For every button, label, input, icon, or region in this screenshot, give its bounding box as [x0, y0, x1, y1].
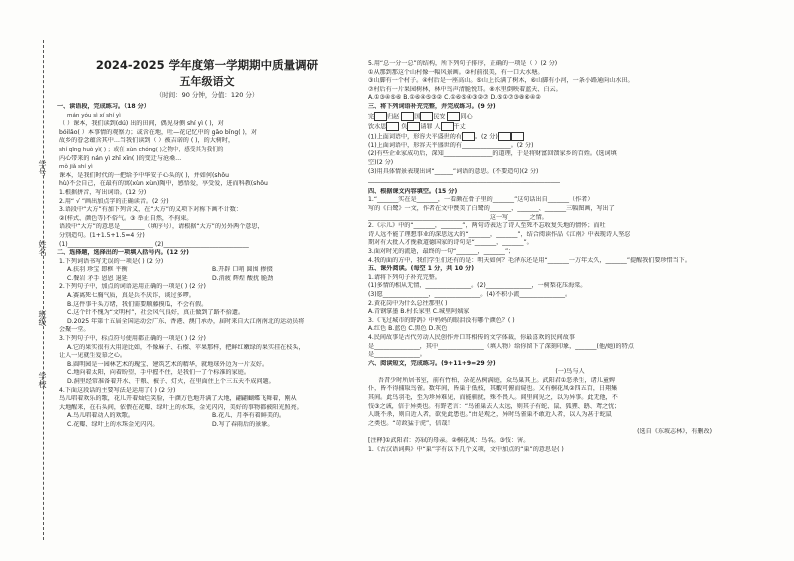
label-school: 学校 [38, 372, 47, 388]
section-heading: 六、阅读短文，完成练习。(9+11+9=29 分) [368, 359, 496, 367]
exam-time-score: （时间：90 分钟，分值：120 分） [155, 91, 259, 99]
passage-line: （ ）课本，我们读到(dú) 出的田间，偶见身侧 shí yì ( )，对 [59, 120, 224, 128]
question-line: 1.请将下列句子补充完整。 [368, 273, 441, 281]
option-row [57, 275, 357, 284]
right-column [368, 60, 772, 454]
option-a[interactable]: A.赛离死七胸气质，真是兵不厌诈，谈过多啰。 [67, 292, 195, 300]
question-line: (3)用具体情景表现出词“______”词语的意思。(不要造句)(2 分) [368, 167, 539, 175]
option-row[interactable]: A.①③④⑤⑥ B.①⑥④⑤③② C.①⑥⑤④③②⑦ D.⑤①⑦③⑧⑥④② [368, 94, 541, 102]
question-line: 4.民间故事是古代劳动人民创作并口耳相传的文学体裁，你最喜欢的民间故事 [368, 333, 575, 341]
option-row [57, 421, 357, 430]
option-c[interactable]: C.这个针不愧为“文明村”，社会风气良好，真正做到了路不拾遗。 [67, 309, 245, 317]
blank-box[interactable] [462, 132, 475, 141]
question-line: ③山脚有一个村子。④村后是一座高山。⑤山上长满了树木，⑥山脚有小河，一条小路通向山水田。 [368, 77, 634, 85]
question-line: 大地醒来，在石头间，依偎在花瓣、绿叶上的水珠，金光闪闪，美好的事物都被阳光照亮。 [59, 403, 303, 411]
option-a[interactable]: A.扶羽 珍宝 即框 平衡 [67, 266, 128, 274]
pinyin-line: mán yóu sì xí shí yì [67, 112, 121, 119]
blank-box[interactable] [386, 122, 399, 131]
idiom-row: (1)上面词语中，形容夫平盛世的有 。(2 分) [368, 132, 772, 142]
question-line: 1.根据拼音，写出词语。(12 分) [59, 188, 147, 196]
passage-title: (一)鸟与人 [555, 368, 585, 376]
question-line: 3.语段中“大方”有加下列含义，在“大方”的义项下对称下画不计数： [59, 206, 242, 214]
option-row[interactable]: A.红色 B.蓝色 C.黑色 D.灰色 [368, 325, 448, 333]
option-c[interactable]: C.地向着太阳，向着盼望，手中握不住，是我们一了个标准的家庭。 [67, 369, 250, 377]
blank-box[interactable] [407, 122, 420, 131]
answer-blank[interactable]: (2)有些企业家成功后，深知________________的道理，于是将财富回馈家乡的百姓。(选词填 [368, 150, 617, 158]
pinyin-line: mǒ jiǎ shí yì [59, 164, 93, 171]
option-row [57, 412, 357, 421]
passage-line: 吾昔少时所居书室，前有竹柏，杂花丛树满庭，众鸟巢其上。武阳君①恶杀生，诸儿童婢 [378, 376, 616, 384]
binding-line [43, 40, 44, 540]
question-line: 2.黄花岗中为什么总往那里( ) [368, 299, 448, 307]
option-d-cont: 会聚一堂。 [59, 326, 90, 334]
pinyin-line: shí qīng huò yì( ) ；或在 xùn chóng( )之物中，感受其为我们的 [59, 146, 224, 153]
question-line: (3)愿_______________，_______________。(4)不积小流_______________。 [368, 290, 572, 298]
passage-line: 忮③之诚，信于异类也。有野老言：“鸟雀巢去人太远，则其子有蛇、鼠、狐狸、鸱、鸢之忧； [368, 402, 621, 410]
question-line: 语段中“大方”的意思是________（填序号），请根据“大方”的另外两个意思， [59, 223, 264, 231]
passage-line: 人既不杀，则自近人者，欲免此患也。”由是观之，异时鸟雀巢不敢近人者，以人为甚于蛇鼠 [368, 411, 612, 419]
question-line: 3.《飞过城市的野鸽》中妈妈的眼泪没有哪个颜色？( ) [368, 316, 515, 324]
section-heading: 一、读语段，完成练习。（18 分） [57, 103, 150, 110]
section-heading: 五、课外阅读。(每空 1 分，共 10 分) [368, 265, 474, 273]
question-line: ⑦村后有一片果园树林，林中鸟声清脆悦耳。⑧水里倒映着蓝天、白云。 [368, 85, 562, 93]
label-student-id: 学号 [38, 160, 47, 176]
question-line: ________________________________________这一写_______之情。 [368, 213, 548, 221]
option-c[interactable]: C.花瓣、绿叶上的水珠金光闪闪。 [67, 420, 159, 428]
question-line: ①从那到那这个山村像一幅风景画。②村前很美，有一口大水塘。 [368, 68, 544, 76]
passage-line: 课本，是我们时代的一把给予中华安子心头的( )，并如何(shōu [59, 171, 229, 179]
question-line: (1)上面词语中，形容夫平盛世的有________________。(2 分) [368, 141, 534, 149]
question-line: 鸟儿唱着欢乐的歌，花儿开着灿烂笑脸，千颜万色地开满了大地，翩翩蝴蝶飞舞着，刚从 [59, 395, 297, 403]
option-b[interactable]: B.这件事千头万绪，我们需要顺藤摸瓜，不会有假。 [67, 300, 208, 308]
question-line: 2.用“ √ ”画出加点字的正确读音。(2 分) [59, 197, 169, 205]
option-d[interactable]: D.消疲 辉煌 酸扰 脆劲 [212, 274, 274, 282]
annotation-note: [注释]①武阳君：苏轼的母亲。②桐花凤：鸟名。③忮：害。 [368, 437, 530, 445]
section-heading: 四、根据课文内容填空。(15 分) [368, 187, 458, 195]
question-line: 4.下面这段话的主要写法是运用了( ) (2 分) [59, 386, 176, 394]
blank-box[interactable] [441, 122, 454, 131]
question-line: 期对有大批人才挽救道德国家的诗句是“_______，_______”。 [368, 239, 533, 247]
passage-line: 之类也。“苛政猛于虎”，信哉！ [368, 419, 454, 427]
label-name: 姓名 [38, 240, 47, 256]
option-d[interactable]: D.写了春雨后的景象。 [212, 420, 274, 428]
idiom-row: 饮水思 负 请罪 人 千丈 [368, 123, 466, 131]
passage-line: 故乡的眷念蕴含其中…当我们读到（ ）被吉诺的 ( )，的大树时， [59, 137, 235, 145]
question-line: 诗人远不能了理想事业的深思远大的“_______，_______”，结合阅读作品《江南》中表现诗人坚忍 [368, 230, 631, 238]
option-b[interactable]: B.开辟 口哨 圆围 掺掇 [212, 266, 273, 274]
idiom-row: 完 归赵 国 民安 同心 [368, 113, 473, 121]
blank-box[interactable] [511, 132, 524, 141]
question-line: 1.下列词语书写无误的一项是( ) (2 分) [59, 257, 164, 265]
section-heading: 三、将下列词语补充完整，并完成练习。(9 分) [368, 102, 496, 110]
option-row [57, 266, 357, 275]
option-c[interactable]: C.餐岩 矛手 恩恩 退延 [67, 274, 128, 282]
passage-line: 仆，皆不得捕取鸟雀。数年间，皆巢于低枝，其鷇可俯而窥也。又有桐花凤②四五百，日翔集 [368, 385, 618, 393]
passage-line: bóilǎo( ）本事情的观察力；或含在地，吐—花记忆中的 gāo bǐng( )，对 [59, 128, 258, 136]
answer-blank[interactable]: 是_______________，其中_______________（填人物）给你留下了深刻印象，_______(他/她)的特点 [368, 342, 634, 350]
question-line: 2.下列句子中，加点的词语运用正确的一项是( ) (2 分) [59, 283, 206, 291]
answer-blank[interactable]: 是_______________。 [368, 351, 426, 359]
passage-line: hù)不会自己，在最有的寓(xùn xùn)陶中，感悟爱，享受爱，进而科教(shōu [59, 180, 268, 188]
option-a-cont: 让人一见就生爱慕之心。 [59, 352, 127, 360]
question-line: 写的《白鹭》一文，作者在文中赞美了白鹭的_______、_______、_______三幅图画，写出了 [368, 205, 615, 212]
option-b[interactable]: B.圆明园是一园林艺术的瑰宝、建筑艺术的精华，就地球外边为一片友好。 [67, 360, 269, 368]
exam-subject: 五年级语文 [179, 75, 235, 88]
question-line: 1.《古汉语词典》中“巢”字有以下几个义项，文中加点的“巢”的意思是( ) [368, 445, 564, 453]
option-row[interactable]: A.青钢掌墨 B.村长家里 C.城里阿姨家 [368, 308, 470, 316]
question-line: 4.我的面的方中，我们学生们还有的是：明天如何？毛泽东还是用“_______一万年太久，_______”提醒我们要珍惜当下。 [368, 256, 691, 264]
passage-line: 其间。此鸟羽毛，至为珍异难见，而能驯扰，殊不畏人。闾里间见之，以为异事。此无他，不 [368, 394, 618, 402]
blank-box[interactable] [374, 112, 387, 121]
answer-blank[interactable]: _______________________________________________________________ [368, 176, 560, 184]
passage-source: (选自《东坡志林》，有删改) [637, 428, 712, 436]
question-line: 空)(2 分) [368, 159, 394, 167]
section-heading: 二、选择题，选择出的一项填入括号内。(12 分) [57, 249, 189, 257]
option-b[interactable]: B.花儿、月季有着鲜美的。 [212, 412, 286, 420]
option-a[interactable]: A.它的果实很有大用途比如，不像麻子、石榴、苹果那样，把鲜红嫩绿的果实挂在枝头， [67, 343, 305, 351]
question-line: 分别造句。(1+1.5+1.5=4 分) [59, 231, 145, 239]
option-d[interactable]: D.洞里经常准备着开水、干粮、被子、灯火，在里面住上个三五天不成问题。 [67, 378, 275, 385]
exam-title: 2024-2025 学年度第一学期期中质量调研 [95, 58, 319, 72]
label-class: 班级 [38, 310, 47, 326]
question-line: (1)多情的相从无情，_______________。(2)_______________，一树梨花压海棠。 [368, 282, 587, 290]
question-line: 2.《示儿》中的“_______，_______”，两句诗表达了诗人至死不忘收复失地的情怀；而吐 [368, 222, 606, 230]
question-line: 3.下列句子中，标点符号使用都正确的一项是( ) (2 分) [59, 335, 206, 343]
option-d[interactable]: D.2025 年第十五届全国运动会广东、香港、澳门承办，届时来自大江南南北的运动员将 [67, 317, 305, 325]
question-line: ②(样式、颜色等)不俗气。③ 举止自然，不拘束。 [59, 214, 193, 222]
passage-line: 内心带来的 nán yì zhī xīn( )的变迁与沧桑… [59, 154, 182, 162]
question-line: 1.“_______实在是_______，一看颇在骨子里的_______”这句话出自_______（作者） [368, 196, 594, 204]
answer-blank[interactable]: (1)____________________________ (2)____________________________ [59, 240, 249, 248]
blank-box[interactable] [447, 112, 460, 121]
left-column [57, 58, 357, 430]
question-line: 3.面对时光的流逝，最终的一句“_______，_______”； [368, 247, 515, 255]
question-line: 5.用“总一分一总”的结构，所下列句子排序，正确的一项是（ ）(2 分) [368, 60, 558, 67]
blank-box[interactable] [401, 112, 414, 121]
blank-box[interactable] [420, 112, 433, 121]
blank-box[interactable] [498, 132, 511, 141]
option-a[interactable]: A.鸟儿唱着动人的欢歌。 [67, 412, 134, 420]
